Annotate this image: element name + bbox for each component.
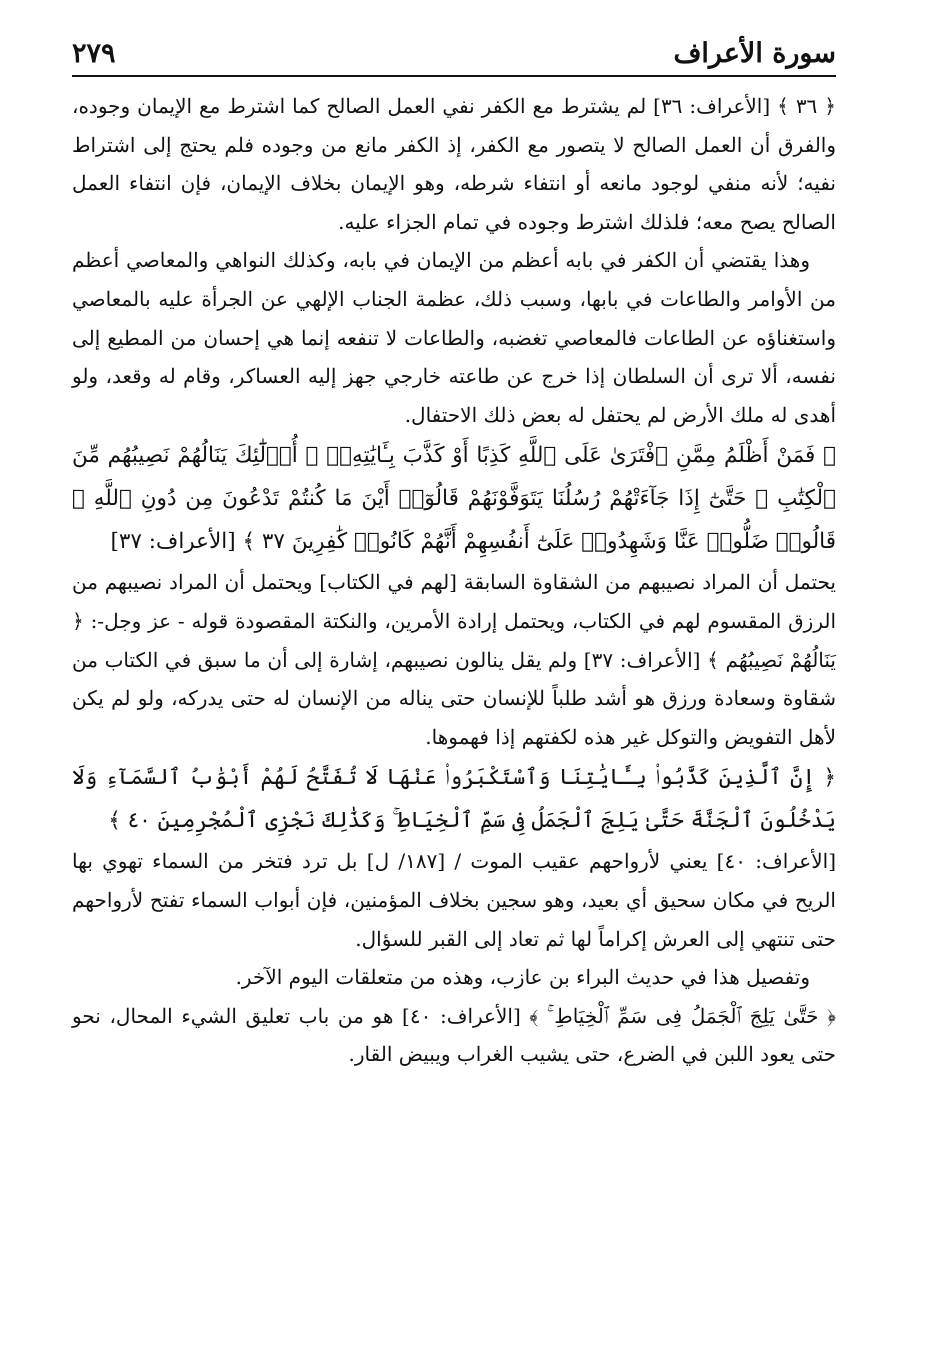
paragraph-kufr-vs-iman: وهذا يقتضي أن الكفر في بابه أعظم من الإيمان في بابه، وكذلك النواهي والمعاصي أعظم من الأوامر والطاعات في بابها، وسبب ذلك، عظمة الجناب الإلهي عن الجرأة عليه بالمعاصي واستغناؤه عن الطاعات فالمعاصي تغضبه، والطاعات لا تنفعه إنما هي إحسان من المطيع إلى نفسه، ألا ترى أن السلطان إذا خرج عن طاعته خارجي جهز إليه العساكر، وقام له وقعد، ولو أهدى له ملك الأرض لم يحتفل له بعض ذلك الاحتفال. bbox=[72, 248, 836, 427]
page-header bbox=[72, 38, 836, 77]
paragraph-camel-needle: ﴿ حَتَّىٰ يَلِجَ ٱلْجَمَلُ فِى سَمِّ ٱلْخِيَاطِ ۚ ﴾ [الأعراف: ٤٠] هو من باب تعليق الشيء المحال، نحو حتى يعود اللبن في الضرع، حتى يشيب الغراب ويبيض القار. bbox=[72, 1003, 836, 1067]
paragraph-commentary-40: [الأعراف: ٤٠] يعني لأرواحهم عقيب الموت / [١٨٧/ ل] بل ترد فتخر من السماء تهوي بها الريح في مكان سحيق أي بعيد، وهو سجين بخلاف المؤمنين، فإن أبواب السماء تفتح لأرواحهم حتى تنتهي إلى العرش إكراماً لها ثم تعاد إلى القبر للسؤال. bbox=[72, 849, 836, 951]
surah-title: سورة الأعراف bbox=[673, 38, 836, 69]
quran-verse-37: ﴿ فَمَنْ أَظْلَمُ مِمَّنِ ٱفْتَرَىٰ عَلَى ٱللَّهِ كَذِبًا أَوْ كَذَّبَ بِـَٔايَٰتِهِۦٓ ۚ أُو۟لَٰٓئِكَ يَنَالُهُمْ نَصِيبُهُم مِّنَ ٱلْكِتَٰبِ ۖ حَتَّىٰٓ إِذَا جَآءَتْهُمْ رُسُلُنَا يَتَوَفَّوْنَهُمْ قَالُوٓا۟ أَيْنَ مَا كُنتُمْ تَدْعُونَ مِن دُونِ ٱللَّهِ ۖ قَالُوا۟ ضَلُّوا۟ عَنَّا وَشَهِدُوا۟ عَلَىٰٓ أَنفُسِهِمْ أَنَّهُمْ كَانُوا۟ كَٰفِرِينَ ٣٧ ﴾ [الأعراف: ٣٧] bbox=[72, 443, 836, 555]
paragraph-commentary-37: يحتمل أن المراد نصيبهم من الشقاوة السابقة [لهم في الكتاب] ويحتمل أن المراد نصيبهم من الرزق المقسوم لهم في الكتاب، ويحتمل إرادة الأمرين، والنكتة المقصودة قوله - عز وجل-: ﴿ يَنَالُهُمْ نَصِيبُهُم ﴾ [الأعراف: ٣٧] ولم يقل ينالون نصيبهم، إشارة إلى أن ما سبق في الكتاب من شقاوة وسعادة ورزق هو أشد طلباً للإنسان حتى يناله من الإنسان له حتى يدركه، ولو لم يكن لأهل التفويض والتوكل غير هذه لكفتهم إذا فهموها. bbox=[72, 570, 836, 749]
page-body bbox=[72, 87, 836, 1074]
quran-verse-40: ﴿ إِنَّ ٱلَّذِينَ كَذَّبُوا۟ بِـَٔايَٰتِنَا وَٱسْتَكْبَرُوا۟ عَنْهَا لَا تُفَتَّحُ لَهُمْ أَبْوَٰبُ ٱلسَّمَآءِ وَلَا يَدْخُلُونَ ٱلْجَنَّةَ حَتَّىٰ يَلِجَ ٱلْجَمَلُ فِى سَمِّ ٱلْخِيَاطِ ۚ وَكَذَٰلِكَ نَجْزِى ٱلْمُجْرِمِينَ ٤٠ ﴾ bbox=[72, 765, 836, 834]
paragraph-commentary-36: ﴿ ٣٦ ﴾ [الأعراف: ٣٦] لم يشترط مع الكفر نفي العمل الصالح كما اشترط مع الإيمان وجوده، والفرق أن العمل الصالح لا يتصور مع الكفر، إذ الكفر مانع من وجوده فلم يحتج إلى اشتراط نفيه؛ لأنه منفي لوجود مانعه أو انتفاء شرطه، وهو الإيمان بخلاف الإيمان، فإن انتفاء العمل الصالح يصح معه؛ فلذلك اشترط وجوده في تمام الجزاء عليه. bbox=[72, 94, 836, 234]
page bbox=[72, 38, 836, 1074]
paragraph-bara-hadith: وتفصيل هذا في حديث البراء بن عازب، وهذه من متعلقات اليوم الآخر. bbox=[235, 965, 810, 990]
page-number: ٢٧٩ bbox=[72, 38, 116, 69]
